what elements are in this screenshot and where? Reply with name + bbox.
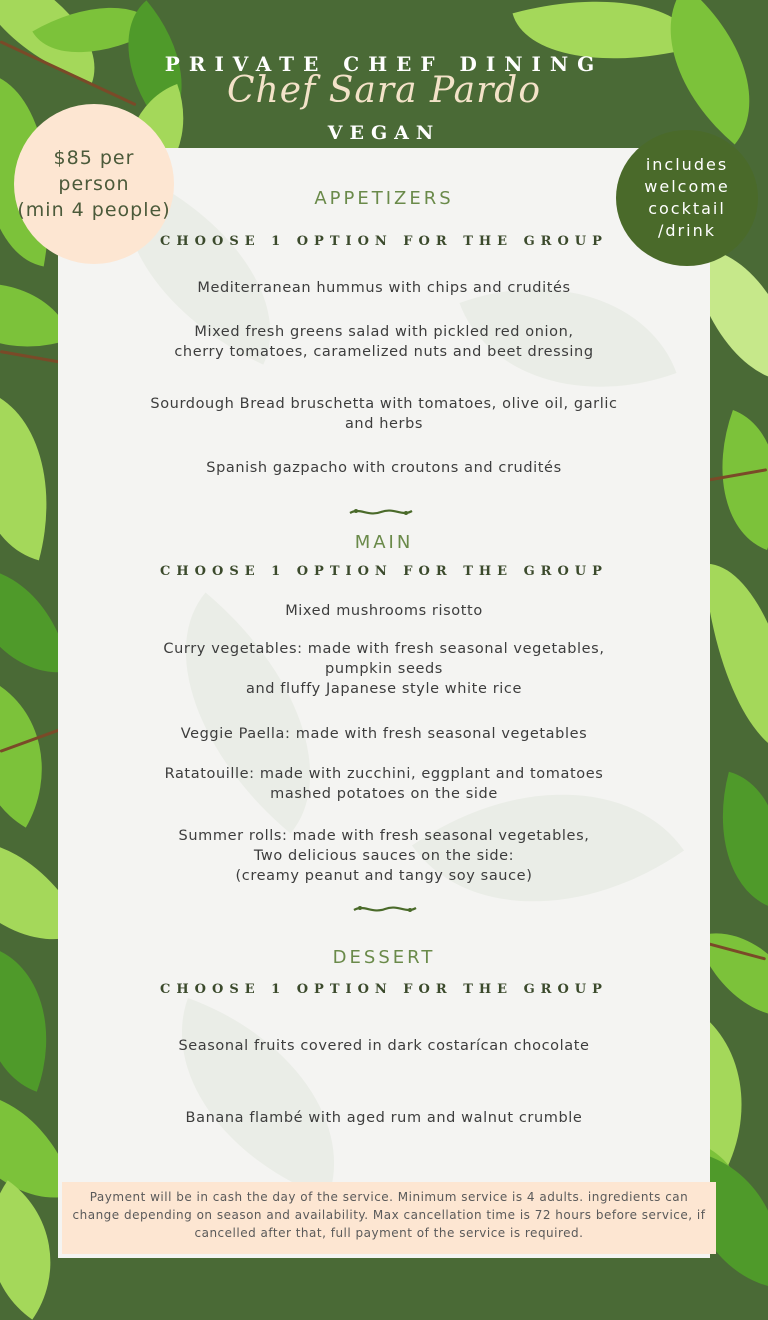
menu-item: Mediterranean hummus with chips and crudités: [197, 280, 571, 296]
dessert-title: DESSERT: [332, 947, 436, 968]
swirl-divider-icon: [352, 902, 418, 916]
cocktail-line: includes: [645, 155, 729, 174]
price-line: $85 per: [53, 147, 135, 169]
main-title: MAIN: [354, 532, 414, 553]
menu-item: Seasonal fruits covered in dark costarícan chocolate: [178, 1038, 590, 1054]
menu-item: Banana flambé with aged rum and walnut crumble: [185, 1110, 583, 1126]
appetizers-instruction: CHOOSE 1 OPTION FOR THE GROUP: [160, 234, 608, 249]
cocktail-line: cocktail: [648, 199, 726, 218]
cocktail-line: welcome: [644, 177, 730, 196]
chef-name: Chef Sara Pardo: [226, 70, 542, 111]
menu-item: Summer rolls: made with fresh seasonal vegetables, Two delicious sauces on the side: (creamy peanut and tangy soy sauce): [178, 828, 590, 884]
menu-paper: [58, 148, 710, 1258]
header-title: PRIVATE CHEF DINING: [164, 52, 604, 76]
menu-item: Mixed mushrooms risotto: [285, 603, 483, 619]
appetizers-title: APPETIZERS: [314, 188, 454, 209]
menu-item: Mixed fresh greens salad with pickled red onion, cherry tomatoes, caramelized nuts and beet dressing: [174, 324, 594, 360]
cocktail-line: /drink: [658, 221, 716, 240]
swirl-divider-icon: [348, 505, 414, 519]
price-line: (min 4 people): [17, 199, 171, 221]
menu-style: VEGAN: [327, 122, 441, 144]
price-line: person: [58, 173, 130, 195]
main-instruction: CHOOSE 1 OPTION FOR THE GROUP: [160, 564, 608, 579]
menu-item: Ratatouille: made with zucchini, eggplant and tomatoes mashed potatoes on the side: [164, 766, 604, 802]
menu-item: Sourdough Bread bruschetta with tomatoes, olive oil, garlic and herbs: [150, 396, 618, 432]
dessert-instruction: CHOOSE 1 OPTION FOR THE GROUP: [160, 982, 608, 997]
menu-item: Spanish gazpacho with croutons and crudités: [206, 460, 562, 476]
menu-item: Curry vegetables: made with fresh seasonal vegetables, pumpkin seeds and fluffy Japanese style white rice: [163, 641, 605, 697]
payment-policy-note: Payment will be in cash the day of the service. Minimum service is 4 adults. ingredients can change depending on season and availability. Max cancellation time is 72 hours before service, if cancelled after that, full payment of the service is required.: [62, 1182, 716, 1254]
menu-item: Veggie Paella: made with fresh seasonal vegetables: [180, 726, 588, 742]
